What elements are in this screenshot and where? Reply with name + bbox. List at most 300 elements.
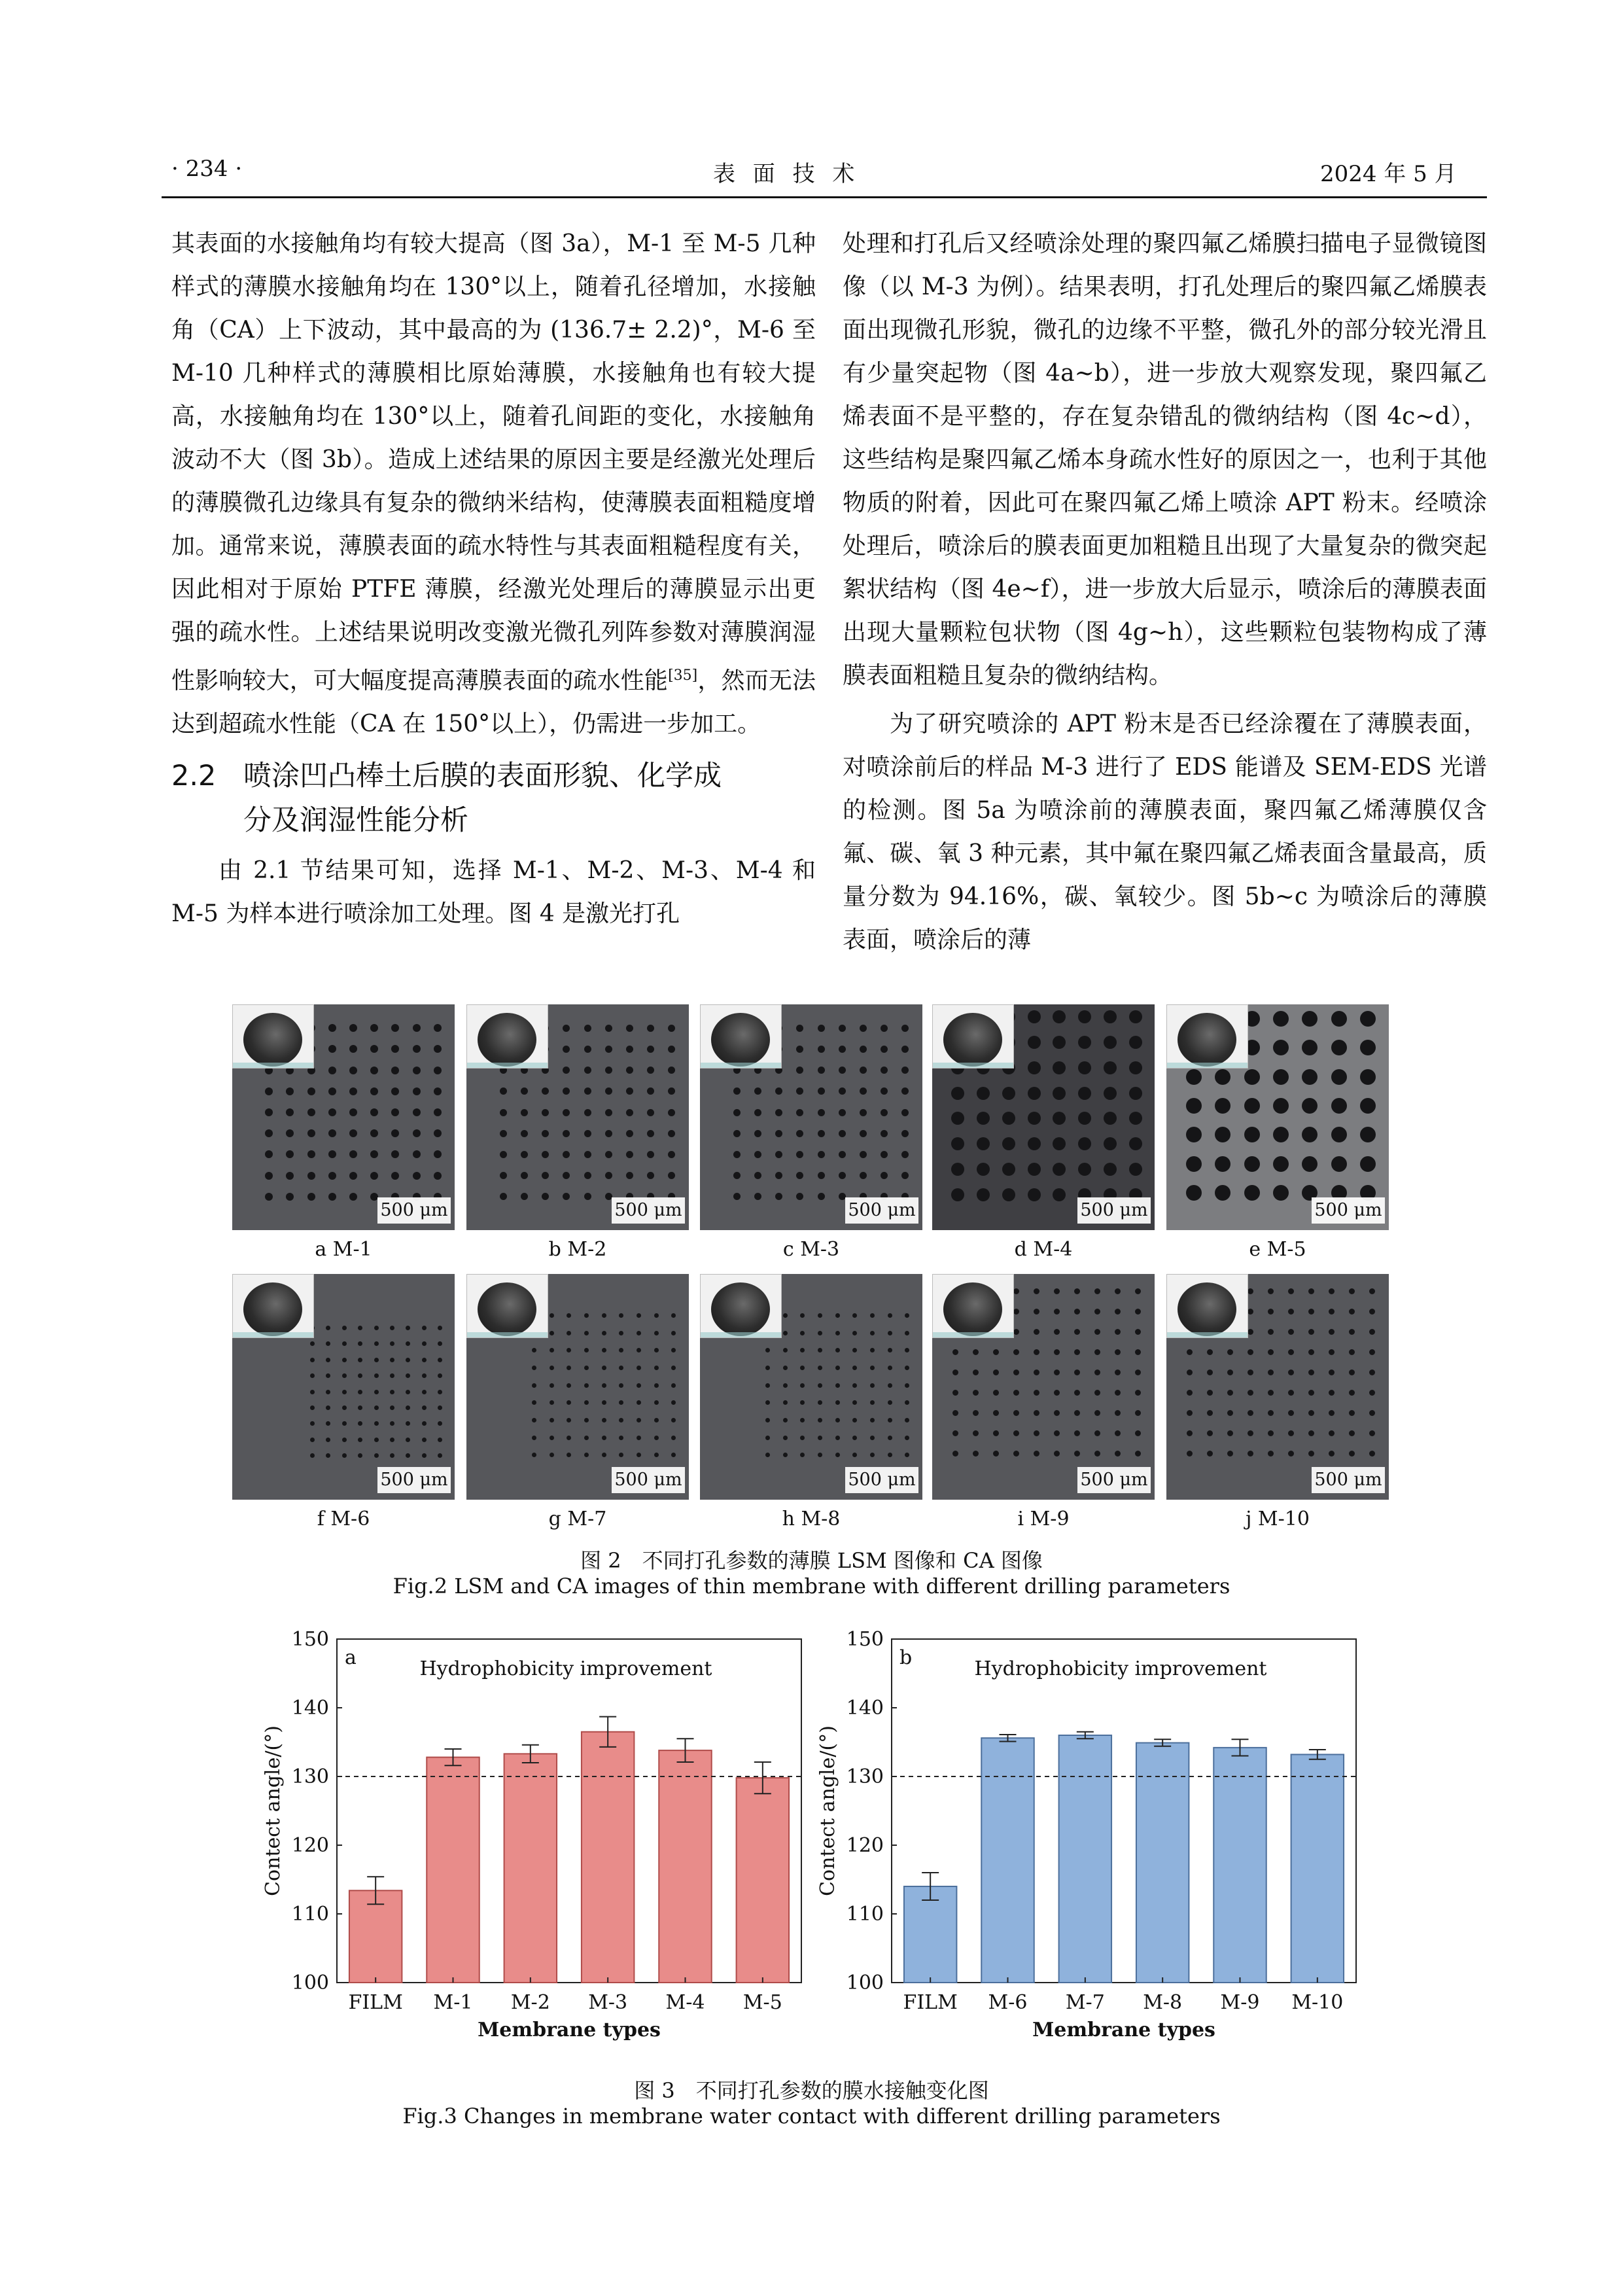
micro-hole [1094, 1430, 1100, 1436]
micro-hole [286, 1108, 294, 1116]
micro-hole [818, 1109, 825, 1116]
micro-hole [307, 1087, 315, 1095]
micro-hole [1028, 1087, 1041, 1100]
micro-hole [358, 1373, 362, 1378]
micro-hole [1273, 1011, 1289, 1027]
micro-hole [852, 1348, 857, 1352]
bar [582, 1732, 634, 1983]
micro-hole [265, 1193, 273, 1201]
micro-hole [993, 1369, 999, 1375]
micro-hole [1187, 1430, 1193, 1436]
micro-hole [671, 1366, 676, 1370]
micro-hole [521, 1130, 528, 1137]
micro-hole [901, 1172, 909, 1179]
micro-hole [1078, 1137, 1091, 1150]
micro-hole [1349, 1390, 1355, 1396]
micro-hole [602, 1313, 606, 1318]
micro-hole [434, 1150, 442, 1158]
micro-hole [668, 1046, 675, 1053]
micro-hole [1104, 1036, 1117, 1049]
micro-hole [835, 1436, 840, 1440]
micro-hole [374, 1326, 379, 1330]
micro-hole [310, 1405, 315, 1410]
micro-hole [438, 1421, 442, 1426]
micro-hole [584, 1193, 591, 1200]
micro-hole [888, 1436, 892, 1440]
micro-hole [1268, 1410, 1274, 1416]
micro-hole [605, 1151, 612, 1158]
micro-hole [881, 1130, 888, 1137]
micro-hole [1369, 1369, 1375, 1375]
header-rule [162, 196, 1487, 198]
micro-hole [1074, 1288, 1080, 1294]
micro-hole [754, 1109, 761, 1116]
micro-hole [326, 1438, 330, 1442]
micro-hole [796, 1087, 803, 1095]
micro-hole [901, 1067, 909, 1074]
micro-hole [438, 1453, 442, 1458]
micro-hole [326, 1453, 330, 1458]
y-tick-label: 140 [846, 1697, 884, 1720]
paragraph-text: ，然而无法达到超疏水性能（CA 在 150°以上），仍需进一步加工。 [171, 667, 816, 737]
x-tick-label: M-10 [1291, 1991, 1344, 2014]
micro-hole [1186, 1069, 1202, 1085]
micro-hole [626, 1151, 633, 1158]
micro-hole [839, 1151, 846, 1158]
micro-hole [637, 1348, 641, 1352]
micro-hole [1115, 1451, 1121, 1457]
micro-hole [870, 1366, 875, 1370]
micro-hole [434, 1129, 442, 1137]
micro-hole [584, 1313, 589, 1318]
micro-hole [1054, 1309, 1060, 1315]
micro-hole [626, 1087, 633, 1095]
micro-hole [370, 1024, 378, 1032]
micro-hole [619, 1436, 623, 1440]
micro-hole [422, 1326, 427, 1330]
micro-hole [1349, 1369, 1355, 1375]
micro-hole [265, 1108, 273, 1116]
micro-hole [1094, 1451, 1100, 1457]
micro-hole [1302, 1011, 1318, 1027]
micro-hole [754, 1130, 761, 1137]
micro-hole [1329, 1430, 1335, 1436]
micro-hole [584, 1453, 589, 1457]
micro-hole [1094, 1349, 1100, 1355]
micro-hole [1034, 1430, 1039, 1436]
micro-hole [1360, 1011, 1376, 1027]
micro-hole [328, 1045, 336, 1053]
micro-hole [671, 1436, 676, 1440]
micro-hole [1308, 1329, 1314, 1335]
micro-hole [1129, 1163, 1142, 1176]
micro-hole [328, 1108, 336, 1116]
micro-hole [1369, 1329, 1375, 1335]
micro-hole [839, 1172, 846, 1179]
micro-hole [406, 1390, 410, 1394]
micro-hole [434, 1172, 442, 1180]
micro-hole [1074, 1390, 1080, 1396]
micro-hole [1054, 1369, 1060, 1375]
micro-hole [374, 1421, 379, 1426]
micro-hole [973, 1451, 979, 1457]
micro-hole [406, 1405, 410, 1410]
micro-hole [1135, 1430, 1141, 1436]
micro-hole [775, 1130, 782, 1137]
micro-hole [413, 1045, 421, 1053]
micro-hole [605, 1172, 612, 1179]
panel-label: d M-4 [1014, 1238, 1073, 1261]
substrate-line [933, 1063, 1013, 1068]
figure-3-caption-cn: 图 3 不同打孔参数的膜水接触变化图 [634, 2078, 989, 2103]
bar [981, 1738, 1034, 1983]
micro-hole [567, 1313, 571, 1318]
micro-hole [668, 1109, 675, 1116]
micro-hole [1248, 1349, 1253, 1355]
micro-hole [1227, 1390, 1233, 1396]
micro-hole [584, 1087, 591, 1095]
micro-hole [839, 1130, 846, 1137]
micro-hole [647, 1109, 654, 1116]
micro-hole [993, 1349, 999, 1355]
micro-hole [567, 1453, 571, 1457]
micro-hole [1268, 1390, 1274, 1396]
micro-hole [326, 1373, 330, 1378]
micro-hole [1187, 1349, 1193, 1355]
micro-hole [1054, 1349, 1060, 1355]
micro-hole [671, 1313, 676, 1318]
micro-hole [1129, 1061, 1142, 1074]
micro-hole [349, 1087, 357, 1095]
micro-hole [550, 1383, 554, 1388]
micro-hole [800, 1418, 805, 1422]
micro-hole [1074, 1369, 1080, 1375]
micro-hole [602, 1436, 606, 1440]
micro-hole [905, 1453, 909, 1457]
micro-hole [542, 1172, 549, 1179]
micro-hole [1369, 1288, 1375, 1294]
micro-hole [852, 1400, 857, 1405]
micro-hole [775, 1087, 782, 1095]
micro-hole [1329, 1329, 1335, 1335]
micro-hole [390, 1453, 394, 1458]
micro-hole [1013, 1349, 1019, 1355]
micro-hole [550, 1331, 554, 1335]
micro-hole [619, 1400, 623, 1405]
micro-hole [1215, 1127, 1230, 1142]
water-droplet-icon [1178, 1013, 1236, 1067]
panel-label: b M-2 [548, 1238, 607, 1261]
micro-hole [1002, 1137, 1015, 1150]
micro-hole [358, 1326, 362, 1330]
x-tick-label: M-9 [1220, 1991, 1260, 2014]
x-tick-label: M-5 [742, 1991, 782, 2014]
micro-hole [1186, 1098, 1202, 1114]
micro-hole [358, 1421, 362, 1426]
micro-hole [1288, 1288, 1294, 1294]
micro-hole [310, 1421, 315, 1426]
droplet-inset [466, 1004, 548, 1069]
micro-hole [374, 1358, 379, 1362]
micro-hole [1104, 1112, 1117, 1125]
substrate-line [467, 1063, 548, 1068]
y-tick-label: 100 [291, 1971, 329, 1994]
micro-hole [993, 1430, 999, 1436]
micro-hole [860, 1087, 867, 1095]
micro-hole [567, 1436, 571, 1440]
micro-hole [783, 1331, 788, 1335]
micro-hole [434, 1024, 442, 1032]
micro-hole [1329, 1390, 1335, 1396]
micro-hole [637, 1383, 641, 1388]
micro-hole [905, 1418, 909, 1422]
micro-hole [637, 1366, 641, 1370]
micro-hole [390, 1405, 394, 1410]
micro-hole [521, 1193, 528, 1200]
micro-hole [1129, 1112, 1142, 1125]
micro-hole [1273, 1185, 1289, 1201]
micro-hole [1369, 1390, 1375, 1396]
micro-hole [1129, 1010, 1142, 1023]
micro-hole [1135, 1369, 1141, 1375]
micro-hole [626, 1046, 633, 1053]
micro-hole [1268, 1309, 1274, 1315]
substrate-line [233, 1063, 313, 1068]
panel-label: i M-9 [1017, 1508, 1070, 1530]
micro-hole [901, 1046, 909, 1053]
micro-hole [1302, 1127, 1318, 1142]
micro-hole [775, 1151, 782, 1158]
droplet-inset [466, 1274, 548, 1338]
micro-hole [796, 1067, 803, 1074]
micro-hole [342, 1341, 347, 1346]
micro-hole [870, 1313, 875, 1318]
micro-hole [881, 1046, 888, 1053]
micro-hole [358, 1438, 362, 1442]
micro-hole [1115, 1430, 1121, 1436]
bar [904, 1886, 956, 1983]
substrate-line [233, 1332, 313, 1337]
micro-hole [550, 1348, 554, 1352]
micro-hole [977, 1087, 990, 1100]
micro-hole [818, 1436, 822, 1440]
micro-hole [310, 1358, 315, 1362]
micro-hole [542, 1151, 549, 1158]
panel-letter: b [899, 1646, 913, 1669]
micro-hole [1135, 1288, 1141, 1294]
micro-hole [1268, 1349, 1274, 1355]
x-tick-label: M-4 [665, 1991, 705, 2014]
micro-hole [310, 1438, 315, 1442]
micro-hole [370, 1045, 378, 1053]
micro-hole [286, 1193, 294, 1201]
micro-hole [342, 1358, 347, 1362]
micro-hole [1135, 1451, 1141, 1457]
micro-hole [818, 1331, 822, 1335]
micro-hole [1227, 1451, 1233, 1457]
micro-hole [1273, 1098, 1289, 1114]
micro-hole [796, 1172, 803, 1179]
micro-hole [563, 1087, 570, 1095]
micro-hole [637, 1436, 641, 1440]
micro-hole [1074, 1451, 1080, 1457]
micro-hole [390, 1421, 394, 1426]
micro-hole [349, 1024, 357, 1032]
micro-hole [358, 1341, 362, 1346]
figure-3-caption-en: Fig.3 Changes in membrane water contact with different drilling parameters [402, 2104, 1221, 2128]
micro-hole [422, 1405, 427, 1410]
micro-hole [654, 1400, 659, 1405]
micro-hole [654, 1331, 659, 1335]
micro-hole [619, 1383, 623, 1388]
water-droplet-icon [711, 1013, 770, 1067]
micro-hole [286, 1129, 294, 1137]
micro-hole [1360, 1069, 1376, 1085]
micro-hole [307, 1129, 315, 1137]
micro-hole [818, 1025, 825, 1032]
section-title-line1: 喷涂凹凸棒土后膜的表面形貌、化学成 [243, 760, 722, 792]
micro-hole [881, 1151, 888, 1158]
micro-hole [310, 1453, 315, 1458]
micro-hole [1288, 1349, 1294, 1355]
micro-hole [1329, 1309, 1335, 1315]
micro-hole [1331, 1011, 1347, 1027]
chart-title: Hydrophobicity improvement [419, 1657, 712, 1680]
micro-hole [852, 1331, 857, 1335]
micro-hole [1349, 1451, 1355, 1457]
micro-hole [567, 1418, 571, 1422]
micro-hole [835, 1400, 840, 1405]
micro-hole [993, 1410, 999, 1416]
y-tick-label: 110 [846, 1903, 884, 1926]
micro-hole [860, 1046, 867, 1053]
micro-hole [406, 1421, 410, 1426]
micro-hole [818, 1366, 822, 1370]
micro-hole [881, 1109, 888, 1116]
micro-hole [654, 1348, 659, 1352]
micro-hole [671, 1453, 676, 1457]
micro-hole [1094, 1390, 1100, 1396]
micro-hole [647, 1087, 654, 1095]
micro-hole [413, 1150, 421, 1158]
micro-hole [434, 1067, 442, 1074]
bar [1291, 1754, 1344, 1983]
scale-bar-label: 500 μm [612, 1467, 685, 1493]
micro-hole [888, 1400, 892, 1405]
micro-hole [370, 1150, 378, 1158]
droplet-inset [700, 1274, 782, 1338]
micro-hole [584, 1348, 589, 1352]
micro-hole [654, 1366, 659, 1370]
micro-hole [1331, 1069, 1347, 1085]
micro-hole [584, 1383, 589, 1388]
micro-hole [835, 1453, 840, 1457]
micro-hole [765, 1348, 770, 1352]
micro-hole [422, 1421, 427, 1426]
contact-angle-chart-a [249, 1626, 824, 2045]
micro-hole [647, 1046, 654, 1053]
micro-hole [835, 1313, 840, 1318]
micro-hole [1360, 1127, 1376, 1142]
micro-hole [952, 1369, 958, 1375]
micro-hole [839, 1067, 846, 1074]
micro-hole [307, 1172, 315, 1180]
micro-hole [1329, 1349, 1335, 1355]
micro-hole [860, 1109, 867, 1116]
paragraph [171, 222, 816, 746]
panel-label: f M-6 [317, 1508, 370, 1530]
scale-bar-label: 500 μm [1312, 1467, 1385, 1493]
micro-hole [1349, 1430, 1355, 1436]
micro-hole [1129, 1087, 1142, 1100]
y-tick-label: 120 [291, 1834, 329, 1857]
micro-hole [901, 1087, 909, 1095]
page-number: · 234 · [171, 156, 243, 182]
micro-hole [1054, 1410, 1060, 1416]
micro-hole [818, 1383, 822, 1388]
micro-hole [390, 1438, 394, 1442]
micro-hole [406, 1438, 410, 1442]
micro-hole [668, 1172, 675, 1179]
micro-hole [1002, 1188, 1015, 1201]
water-droplet-icon [943, 1013, 1002, 1067]
micrograph-panel [700, 1004, 922, 1230]
micro-hole [852, 1436, 857, 1440]
micro-hole [1288, 1410, 1294, 1416]
micro-hole [563, 1067, 570, 1074]
micro-hole [391, 1129, 399, 1137]
micro-hole [796, 1193, 803, 1200]
micro-hole [888, 1453, 892, 1457]
micro-hole [1288, 1430, 1294, 1436]
micro-hole [563, 1151, 570, 1158]
micro-hole [1034, 1349, 1039, 1355]
x-tick-label: M-6 [988, 1991, 1028, 2014]
micro-hole [584, 1436, 589, 1440]
micro-hole [870, 1436, 875, 1440]
micro-hole [1034, 1451, 1039, 1457]
y-tick-label: 150 [291, 1628, 329, 1651]
figure-2-caption-en: Fig.2 LSM and CA images of thin membrane with different drilling parameters [393, 1574, 1230, 1598]
micro-hole [1135, 1410, 1141, 1416]
micro-hole [584, 1151, 591, 1158]
micro-hole [1074, 1349, 1080, 1355]
micro-hole [733, 1151, 741, 1158]
micro-hole [500, 1130, 507, 1137]
micro-hole [1002, 1163, 1015, 1176]
micro-hole [619, 1313, 623, 1318]
micro-hole [783, 1436, 788, 1440]
micro-hole [605, 1087, 612, 1095]
micro-hole [422, 1373, 427, 1378]
micro-hole [783, 1400, 788, 1405]
y-tick-label: 140 [291, 1697, 329, 1720]
micro-hole [775, 1109, 782, 1116]
micro-hole [860, 1025, 867, 1032]
micro-hole [870, 1453, 875, 1457]
micro-hole [438, 1341, 442, 1346]
micro-hole [1135, 1390, 1141, 1396]
micro-hole [1094, 1288, 1100, 1294]
micro-hole [1331, 1098, 1347, 1114]
y-tick-label: 120 [846, 1834, 884, 1857]
micro-hole [765, 1436, 770, 1440]
micro-hole [328, 1024, 336, 1032]
x-tick-label: M-1 [433, 1991, 473, 2014]
micro-hole [818, 1067, 825, 1074]
micro-hole [800, 1313, 805, 1318]
micro-hole [1013, 1451, 1019, 1457]
